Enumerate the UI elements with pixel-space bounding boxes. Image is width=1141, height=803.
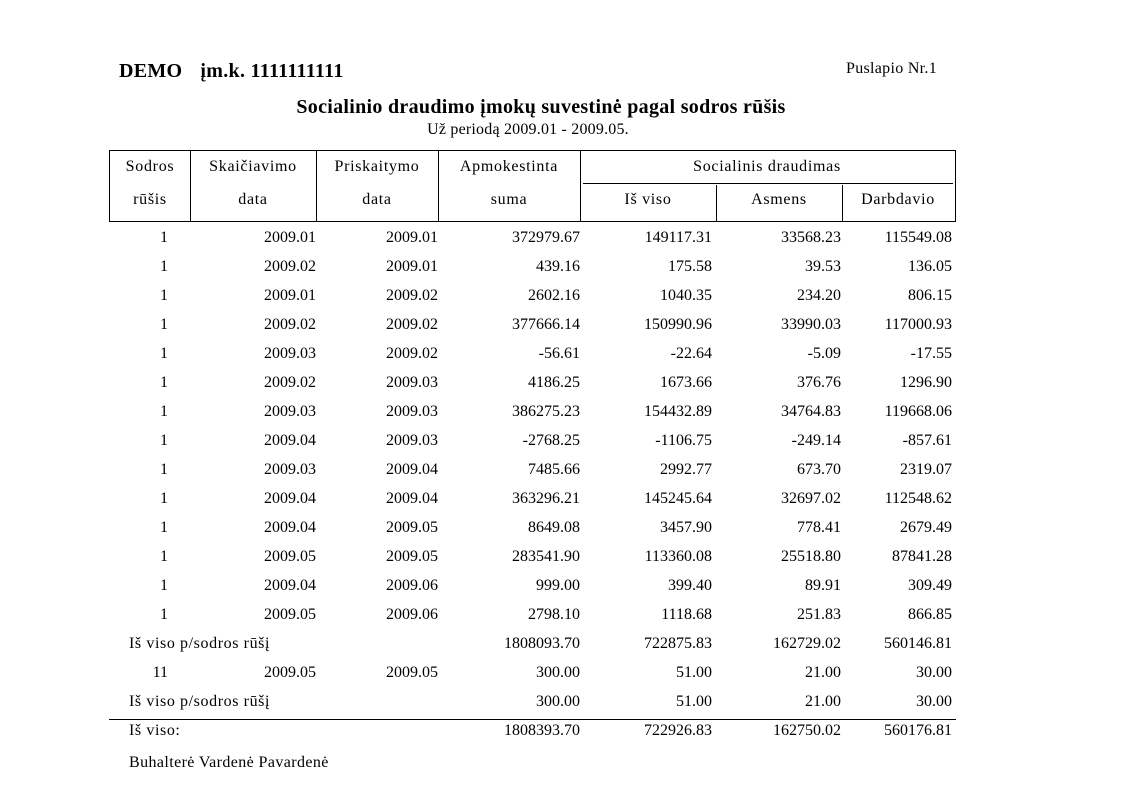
- cell-asmens: 251.83: [797, 606, 841, 623]
- cell-apmokestinta-suma: 363296.21: [512, 490, 580, 507]
- report-period: Už periodą 2009.01 - 2009.05.: [427, 121, 629, 138]
- cell-rusis: 1: [160, 258, 168, 275]
- cell-priskaitymo-data: 2009.04: [386, 461, 438, 478]
- cell-darbdavio: 309.49: [908, 577, 952, 594]
- cell-is-viso: 1673.66: [660, 374, 712, 391]
- cell-priskaitymo-data: 2009.05: [386, 548, 438, 565]
- cell-asmens: 376.76: [797, 374, 841, 391]
- cell-priskaitymo-data: 2009.05: [386, 519, 438, 536]
- cell-apmokestinta-suma: -56.61: [538, 345, 580, 362]
- cell-darbdavio: 115549.08: [884, 229, 952, 246]
- table-header: [109, 150, 956, 222]
- cell-rusis: 1: [160, 490, 168, 507]
- cell-apmokestinta-suma: 2602.16: [528, 287, 580, 304]
- cell-rusis: 1: [160, 374, 168, 391]
- cell-rusis: 1: [160, 606, 168, 623]
- cell-skaiciavimo-data: 2009.04: [264, 432, 316, 449]
- cell-asmens: 21.00: [805, 693, 841, 710]
- cell-apmokestinta-suma: 1808093.70: [504, 635, 580, 652]
- cell-is-viso: 1040.35: [660, 287, 712, 304]
- cell-asmens: 673.70: [797, 461, 841, 478]
- header-apmokestinta: Apmokestinta: [459, 158, 559, 175]
- cell-apmokestinta-suma: 377666.14: [512, 316, 580, 333]
- subtotal-row: [0, 722, 1141, 751]
- table-row: [0, 519, 1141, 548]
- cell-is-viso: 3457.90: [660, 519, 712, 536]
- cell-priskaitymo-data: 2009.05: [386, 664, 438, 681]
- cell-skaiciavimo-data: 2009.04: [264, 490, 316, 507]
- cell-darbdavio: 560146.81: [884, 635, 952, 652]
- cell-is-viso: 175.58: [668, 258, 712, 275]
- subtotal-row: [0, 693, 1141, 722]
- cell-asmens: 39.53: [805, 258, 841, 275]
- table-row: [0, 461, 1141, 490]
- cell-priskaitymo-data: 2009.04: [386, 490, 438, 507]
- company-name: DEMO: [119, 60, 183, 82]
- table-row: [0, 345, 1141, 374]
- header-sodros: Sodros: [125, 158, 175, 175]
- cell-asmens: 234.20: [797, 287, 841, 304]
- table-row: [0, 403, 1141, 432]
- cell-rusis: 1: [160, 316, 168, 333]
- header-darbdavio: Darbdavio: [861, 191, 935, 208]
- cell-skaiciavimo-data: 2009.05: [264, 606, 316, 623]
- cell-skaiciavimo-data: 2009.03: [264, 403, 316, 420]
- cell-asmens: -249.14: [791, 432, 841, 449]
- cell-apmokestinta-suma: 2798.10: [528, 606, 580, 623]
- header-skaiciavimo-data: data: [238, 191, 268, 208]
- header-rusis: rūšis: [133, 191, 167, 208]
- cell-is-viso: 149117.31: [644, 229, 712, 246]
- cell-rusis: 1: [160, 461, 168, 478]
- cell-asmens: 21.00: [805, 664, 841, 681]
- cell-apmokestinta-suma: 386275.23: [512, 403, 580, 420]
- table-row: [0, 664, 1141, 693]
- cell-rusis: 1: [160, 519, 168, 536]
- cell-darbdavio: 87841.28: [892, 548, 952, 565]
- cell-skaiciavimo-data: 2009.02: [264, 316, 316, 333]
- cell-is-viso: 2992.77: [660, 461, 712, 478]
- header-asmens: Asmens: [751, 191, 807, 208]
- cell-apmokestinta-suma: 283541.90: [512, 548, 580, 565]
- cell-priskaitymo-data: 2009.02: [386, 287, 438, 304]
- cell-asmens: 89.91: [805, 577, 841, 594]
- table-row: [0, 606, 1141, 635]
- table-row: [0, 548, 1141, 577]
- cell-darbdavio: -17.55: [910, 345, 952, 362]
- cell-asmens: 32697.02: [781, 490, 841, 507]
- cell-rusis: 1: [160, 229, 168, 246]
- cell-darbdavio: 560176.81: [884, 722, 952, 739]
- cell-skaiciavimo-data: 2009.01: [264, 287, 316, 304]
- cell-skaiciavimo-data: 2009.04: [264, 519, 316, 536]
- cell-skaiciavimo-data: 2009.02: [264, 258, 316, 275]
- cell-is-viso: 113360.08: [644, 548, 712, 565]
- cell-darbdavio: 2679.49: [900, 519, 952, 536]
- cell-priskaitymo-data: 2009.03: [386, 432, 438, 449]
- cell-apmokestinta-suma: 999.00: [536, 577, 580, 594]
- table-row: [0, 490, 1141, 519]
- cell-apmokestinta-suma: 300.00: [536, 693, 580, 710]
- cell-darbdavio: 119668.06: [884, 403, 952, 420]
- cell-darbdavio: 136.05: [908, 258, 952, 275]
- cell-is-viso: -22.64: [670, 345, 712, 362]
- cell-asmens: 162729.02: [773, 635, 841, 652]
- cell-rusis: 1: [160, 577, 168, 594]
- header-suma: suma: [490, 191, 528, 208]
- table-row: [0, 287, 1141, 316]
- group-divider: [583, 183, 953, 184]
- signature: Buhalterė Vardenė Pavardenė: [129, 754, 329, 771]
- cell-priskaitymo-data: 2009.06: [386, 577, 438, 594]
- cell-is-viso: 154432.89: [644, 403, 712, 420]
- cell-is-viso: 51.00: [676, 664, 712, 681]
- table-row: [0, 432, 1141, 461]
- cell-apmokestinta-suma: 4186.25: [528, 374, 580, 391]
- header-priskaitymo-data: data: [362, 191, 392, 208]
- cell-asmens: 25518.80: [781, 548, 841, 565]
- cell-skaiciavimo-data: 2009.03: [264, 461, 316, 478]
- cell-rusis: 1: [160, 432, 168, 449]
- cell-asmens: 162750.02: [773, 722, 841, 739]
- cell-is-viso: 399.40: [668, 577, 712, 594]
- cell-darbdavio: 1296.90: [900, 374, 952, 391]
- table-row: [0, 374, 1141, 403]
- page-number: Puslapio Nr.1: [846, 60, 938, 77]
- table-row: [0, 258, 1141, 287]
- subtotal-row: [0, 635, 1141, 664]
- row-label: Iš viso p/sodros rūšį: [129, 635, 271, 652]
- cell-is-viso: 150990.96: [644, 316, 712, 333]
- cell-skaiciavimo-data: 2009.05: [264, 548, 316, 565]
- cell-asmens: 33990.03: [781, 316, 841, 333]
- cell-rusis: 11: [152, 664, 168, 681]
- cell-is-viso: 722926.83: [644, 722, 712, 739]
- cell-apmokestinta-suma: -2768.25: [522, 432, 580, 449]
- cell-apmokestinta-suma: 8649.08: [528, 519, 580, 536]
- table-row: [0, 316, 1141, 345]
- row-label: Iš viso p/sodros rūšį: [129, 693, 271, 710]
- cell-rusis: 1: [160, 287, 168, 304]
- cell-darbdavio: 117000.93: [884, 316, 952, 333]
- cell-is-viso: 1118.68: [661, 606, 712, 623]
- cell-is-viso: 145245.64: [644, 490, 712, 507]
- cell-apmokestinta-suma: 7485.66: [528, 461, 580, 478]
- cell-apmokestinta-suma: 1808393.70: [504, 722, 580, 739]
- cell-priskaitymo-data: 2009.03: [386, 374, 438, 391]
- cell-is-viso: 51.00: [676, 693, 712, 710]
- row-label: Iš viso:: [129, 722, 181, 739]
- header-is-viso: Iš viso: [624, 191, 672, 208]
- cell-darbdavio: 30.00: [916, 664, 952, 681]
- company-code: įm.k. 1111111111: [200, 60, 344, 82]
- cell-darbdavio: -857.61: [902, 432, 952, 449]
- cell-is-viso: 722875.83: [644, 635, 712, 652]
- cell-skaiciavimo-data: 2009.01: [264, 229, 316, 246]
- cell-asmens: 34764.83: [781, 403, 841, 420]
- table-row: [0, 577, 1141, 606]
- cell-is-viso: -1106.75: [655, 432, 712, 449]
- cell-darbdavio: 2319.07: [900, 461, 952, 478]
- cell-asmens: 33568.23: [781, 229, 841, 246]
- cell-priskaitymo-data: 2009.01: [386, 229, 438, 246]
- table-row: [0, 229, 1141, 258]
- cell-apmokestinta-suma: 439.16: [536, 258, 580, 275]
- cell-asmens: -5.09: [807, 345, 841, 362]
- cell-skaiciavimo-data: 2009.04: [264, 577, 316, 594]
- cell-skaiciavimo-data: 2009.05: [264, 664, 316, 681]
- report-title: Socialinio draudimo įmokų suvestinė pagal sodros rūšis: [296, 96, 786, 118]
- cell-darbdavio: 866.85: [908, 606, 952, 623]
- cell-darbdavio: 30.00: [916, 693, 952, 710]
- header-socialinis-draudimas: Socialinis draudimas: [693, 158, 841, 175]
- cell-priskaitymo-data: 2009.03: [386, 403, 438, 420]
- header-priskaitymo: Priskaitymo: [334, 158, 420, 175]
- cell-priskaitymo-data: 2009.06: [386, 606, 438, 623]
- company-header: [119, 60, 344, 83]
- cell-priskaitymo-data: 2009.01: [386, 258, 438, 275]
- cell-apmokestinta-suma: 300.00: [536, 664, 580, 681]
- header-skaiciavimo: Skaičiavimo: [209, 158, 297, 175]
- cell-rusis: 1: [160, 345, 168, 362]
- cell-rusis: 1: [160, 403, 168, 420]
- cell-apmokestinta-suma: 372979.67: [512, 229, 580, 246]
- cell-skaiciavimo-data: 2009.02: [264, 374, 316, 391]
- cell-skaiciavimo-data: 2009.03: [264, 345, 316, 362]
- cell-darbdavio: 806.15: [908, 287, 952, 304]
- cell-darbdavio: 112548.62: [884, 490, 952, 507]
- cell-priskaitymo-data: 2009.02: [386, 316, 438, 333]
- cell-asmens: 778.41: [797, 519, 841, 536]
- cell-priskaitymo-data: 2009.02: [386, 345, 438, 362]
- grand-total-divider: [109, 719, 956, 720]
- cell-rusis: 1: [160, 548, 168, 565]
